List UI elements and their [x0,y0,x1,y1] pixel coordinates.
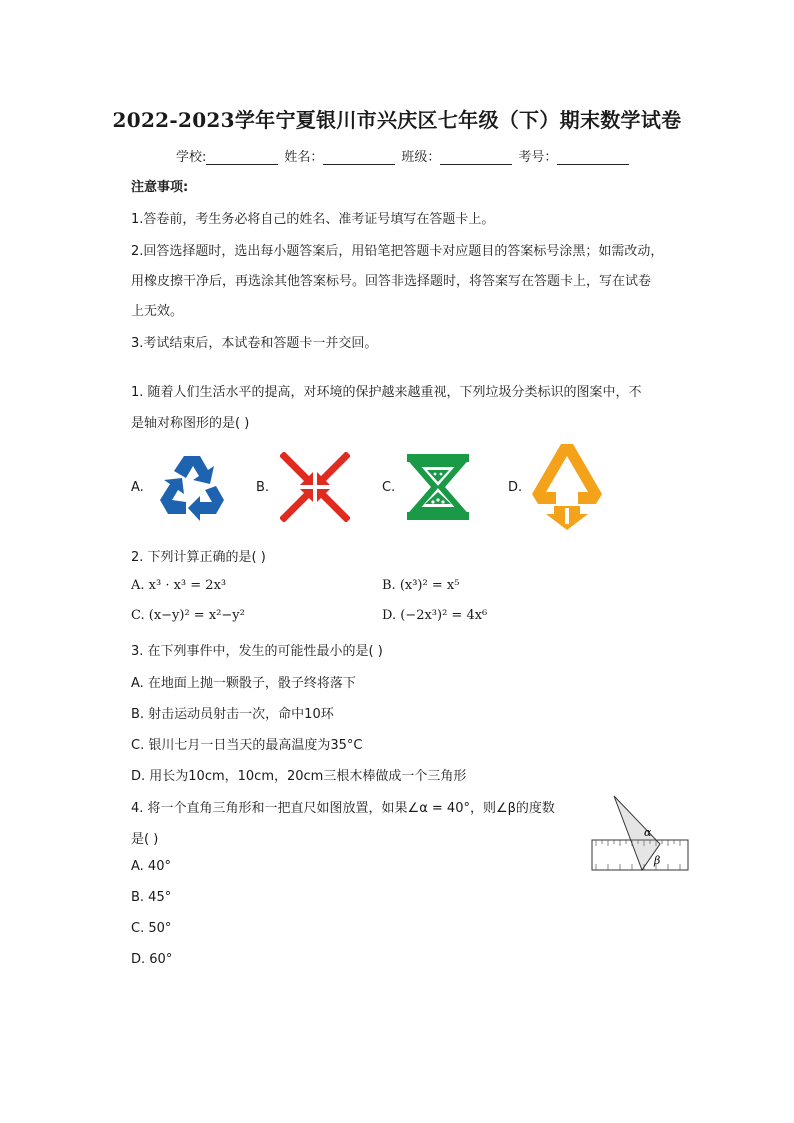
q1-option-a-label[interactable]: A. [131,480,144,495]
q1-option-c-label[interactable]: C. [382,480,396,495]
alpha-label: α [644,826,652,839]
q4-option-a[interactable]: A. 40° [131,859,171,874]
q3-option-a[interactable]: A. 在地面上抛一颗骰子，骰子终将落下 [131,676,356,691]
notice-line-3: 3.考试结束后，本试卷和答题卡一并交回。 [131,336,378,351]
q4-option-d[interactable]: D. 60° [131,952,173,967]
inward-arrows-icon [280,452,350,526]
q3-stem: 3. 在下列事件中，发生的可能性最小的是( ) [131,644,383,659]
triangle-ruler-figure [588,794,692,878]
q1-stem-line-1: 1. 随着人们生活水平的提高，对环境的保护越来越重视，下列垃圾分类标识的图案中，不 [131,385,642,400]
exam-number-label: 考号： [518,150,558,165]
q2-option-c[interactable]: C. (x−y)² = x²−y² [131,608,245,623]
notice-line-2c: 上无效。 [131,304,184,319]
recycle-icon [156,450,228,526]
hourglass-icon [405,452,471,526]
q4-stem-line-2: 是( ) [131,832,159,847]
class-label: 班级： [401,150,441,165]
q3-option-c[interactable]: C. 银川七月一日当天的最高温度为35°C [131,738,363,753]
q2-option-d[interactable]: D. (−2x³)² = 4x⁶ [382,608,488,623]
q2-stem: 2. 下列计算正确的是( ) [131,550,266,565]
class-blank[interactable] [440,152,512,165]
school-blank[interactable] [206,152,278,165]
student-info-row [176,146,635,165]
school-label: 学校: [176,150,207,165]
exam-number-blank[interactable] [557,152,629,165]
q3-option-d[interactable]: D. 用长为10cm，10cm，20cm三根木棒做成一个三角形 [131,769,467,784]
beta-label: β [654,854,661,867]
name-blank[interactable] [323,152,395,165]
name-label: 姓名： [284,150,324,165]
q4-option-c[interactable]: C. 50° [131,921,172,936]
notice-line-1: 1.答卷前，考生务必将自己的姓名、准考证号填写在答题卡上。 [131,212,495,227]
q1-option-d-label[interactable]: D. [508,480,523,495]
q1-option-b-label[interactable]: B. [256,480,270,495]
q2-option-a[interactable]: A. x³ · x³ = 2x³ [131,578,227,593]
q1-stem-line-2: 是轴对称图形的是( ) [131,416,250,431]
notice-line-2b: 用橡皮擦干净后，再选涂其他答案标号。回答非选择题时，将答案写在答题卡上，写在试卷 [131,274,652,289]
notice-heading: 注意事项: [131,180,189,195]
q2-option-b[interactable]: B. (x³)² = x⁵ [382,578,460,593]
page-title: 2022-2023学年宁夏银川市兴庆区七年级（下）期末数学试卷 [112,108,682,132]
q3-option-b[interactable]: B. 射击运动员射击一次，命中10环 [131,707,334,722]
q4-stem-line-1: 4. 将一个直角三角形和一把直尺如图放置，如果∠α = 40°，则∠β的度数 [131,801,555,816]
triangle-arrow-icon [530,442,604,536]
q4-option-b[interactable]: B. 45° [131,890,172,905]
notice-line-2a: 2.回答选择题时，选出每小题答案后，用铅笔把答题卡对应题目的答案标号涂黑；如需改动， [131,244,664,259]
